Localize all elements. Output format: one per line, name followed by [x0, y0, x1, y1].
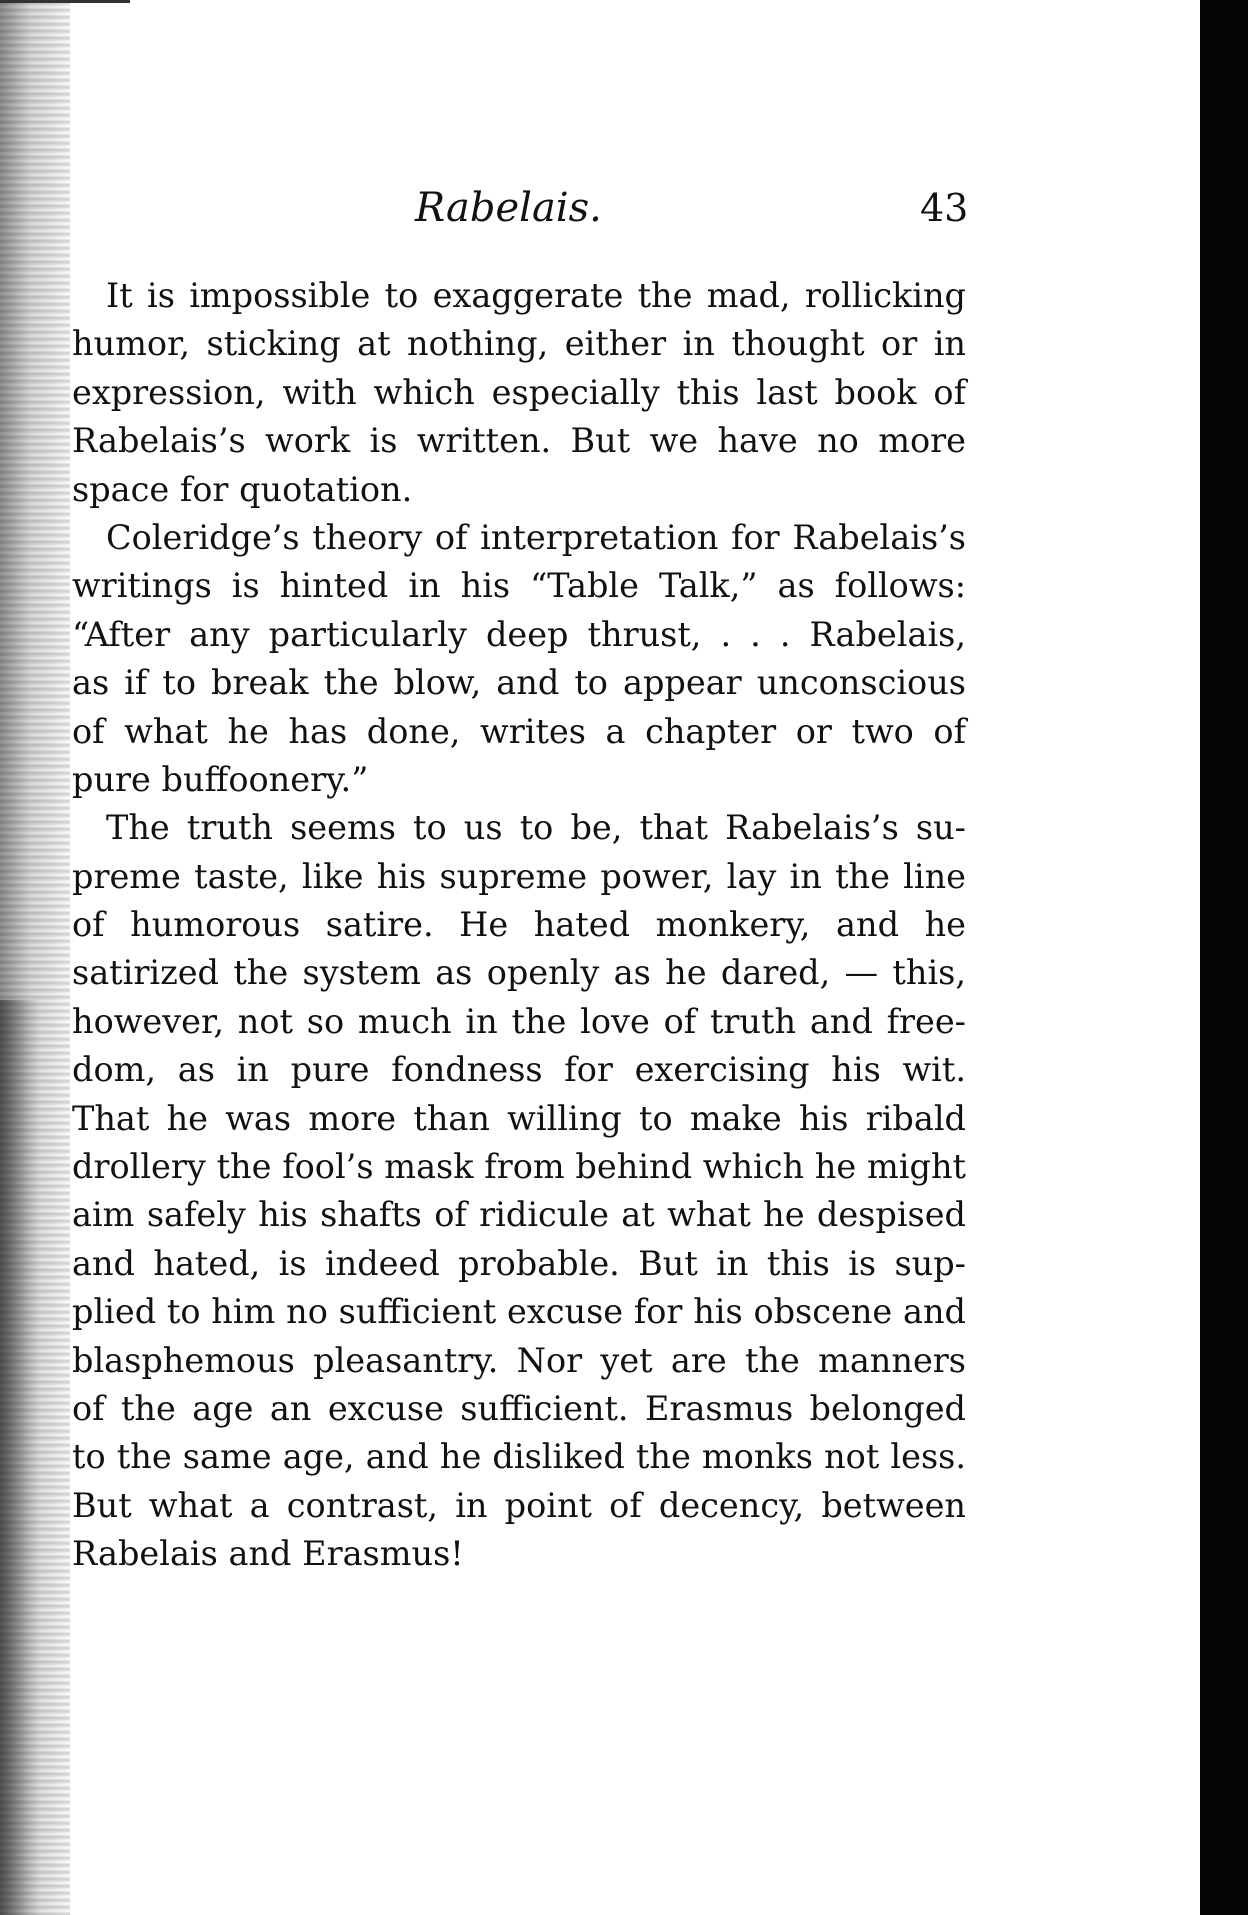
text-line: space for quotation. — [72, 469, 413, 509]
text-line: That he was more than willing to make his ribald — [72, 1098, 966, 1138]
text-line: Rabelais’s work is written. But we have no more — [72, 421, 966, 461]
text-line: as if to break the blow, and to appear unconscious — [72, 663, 966, 703]
text-line: satirized the system as openly as he dared, — this, — [72, 953, 966, 993]
running-title: Rabelais. — [415, 185, 602, 231]
text-line: “After any particularly deep thrust, . . . Rabelais, — [72, 614, 966, 654]
text-line: The truth seems to us to be, that Rabelais’s su- — [106, 808, 966, 848]
text-line: and hated, is indeed probable. But in this is sup- — [72, 1243, 966, 1283]
binding-shadow-lower — [0, 1000, 40, 1915]
text-line: But what a contrast, in point of decency, between — [72, 1485, 966, 1525]
text-line: pure buffoonery.” — [72, 759, 369, 799]
right-page-edge — [1200, 0, 1248, 1915]
body-text — [72, 272, 966, 1579]
text-line: of humorous satire. He hated monkery, and he — [72, 905, 966, 945]
text-line: expression, with which especially this last book of — [72, 372, 966, 412]
running-head — [0, 183, 1248, 233]
text-line: dom, as in pure fondness for exercising his wit. — [72, 1050, 966, 1090]
page-number: 43 — [920, 186, 969, 230]
text-line: Rabelais and Erasmus! — [72, 1534, 464, 1574]
text-line: It is impossible to exaggerate the mad, rollicking — [106, 276, 966, 315]
text-line: humor, sticking at nothing, either in thought or in — [72, 324, 966, 364]
text-line: preme taste, like his supreme power, lay in the line — [72, 856, 966, 896]
text-line: plied to him no sufficient excuse for his obscene and — [72, 1292, 966, 1332]
text-line: Coleridge’s theory of interpretation for Rabelais’s — [106, 517, 966, 557]
text-line: aim safely his shafts of ridicule at what he despised — [72, 1195, 966, 1235]
text-line: writings is hinted in his “Table Talk,” as follows: — [72, 566, 966, 606]
text-line: to the same age, and he disliked the monks not less. — [72, 1437, 966, 1477]
text-line: of what he has done, writes a chapter or two of — [72, 711, 966, 751]
text-line: blasphemous pleasantry. Nor yet are the manners — [72, 1340, 966, 1380]
text-line: drollery the fool’s mask from behind which he might — [72, 1147, 966, 1187]
text-line: of the age an excuse sufficient. Erasmus belonged — [72, 1388, 966, 1428]
top-edge-line — [0, 0, 130, 3]
text-line: however, not so much in the love of truth and free- — [72, 1001, 966, 1041]
